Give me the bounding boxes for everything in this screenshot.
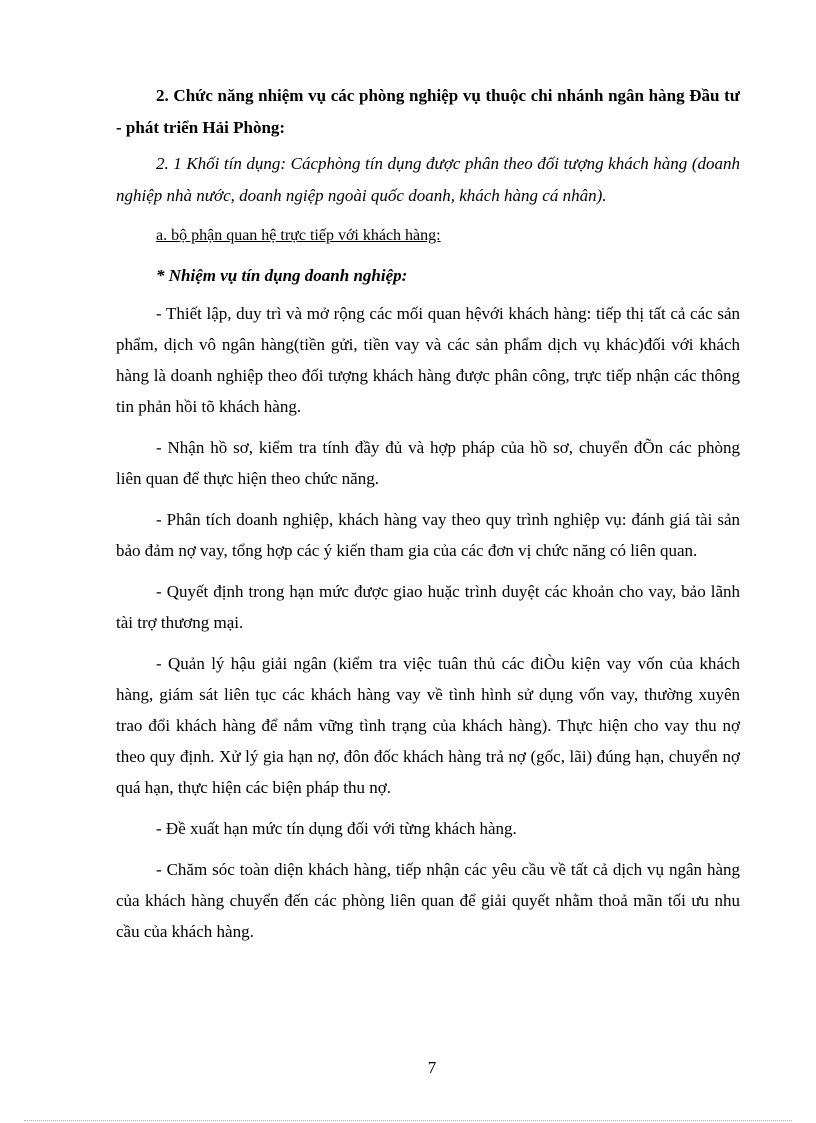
page-bottom-divider [24,1120,792,1121]
paragraph: - Chăm sóc toàn diện khách hàng, tiếp nhận các yêu cầu về tất cả dịch vụ ngân hàng của khách hàng chuyển đến các phòng liên quan để giải quyết nhằm thoả mãn tối ưu nhu cầu của khách hàng. [116,860,740,941]
paragraph: - Đề xuất hạn mức tín dụng đối với từng khách hàng. [156,819,517,838]
page-number: 7 [427,1058,437,1077]
paragraph: - Thiết lập, duy trì và mở rộng các mối quan hệvới khách hàng: tiếp thị tất cả các sản phẩm, dịch vô ngân hàng(tiền gửi, tiền vay và các sản phẩm dịch vụ khác)đối với khách hàng là doanh nghiệp theo đối tượng khách hàng được phân công, trực tiếp nhận các thông tin phản hồi tõ khách hàng. [116,304,740,416]
document-page [116,80,740,957]
paragraph: - Phân tích doanh nghiệp, khách hàng vay theo quy trình nghiệp vụ: đánh giá tài sản bảo đảm nợ vay, tổng hợp các ý kiến tham gia của các đơn vị chức năng có liên quan. [116,510,740,560]
paragraph: - Nhận hồ sơ, kiểm tra tính đầy đủ và hợp pháp của hồ sơ, chuyển đÕn các phòng liên quan để thực hiện theo chức năng. [116,438,740,488]
subheading-customer-relations: a. bộ phận quan hệ trực tiếp với khách hàng: [156,227,441,244]
paragraph: - Quyết định trong hạn mức được giao huặc trình duyệt các khoản cho vay, bảo lãnh tài trợ thương mại. [116,582,740,632]
paragraph: - Quản lý hậu giải ngân (kiểm tra việc tuân thủ các điÒu kiện vay vốn của khách hàng, giám sát liên tục các khách hàng vay về tình hình sử dụng vốn vay, thường xuyên trao đổi khách hàng để nắm vững tình trạng của khách hàng). Thực hiện cho vay thu nợ theo quy định. Xử lý gia hạn nợ, đôn đốc khách hàng trả nợ (gốc, lãi) đúng hạn, chuyển nợ quá hạn, thực hiện các biện pháp thu nợ. [116,654,740,797]
section-heading: 2. Chức năng nhiệm vụ các phòng nghiệp vụ thuộc chi nhánh ngân hàng Đầu tư - phát triển Hải Phòng: [116,86,740,137]
section-title-enterprise-credit: * Nhiệm vụ tín dụng doanh nghiệp: [156,266,408,285]
credit-block-intro: 2. 1 Khối tín dụng: Cácphòng tín dụng được phân theo đối tượng khách hàng (doanh nghiệp nhà nước, doanh ngiệp ngoài quốc doanh, khách hàng cá nhân). [116,154,740,205]
